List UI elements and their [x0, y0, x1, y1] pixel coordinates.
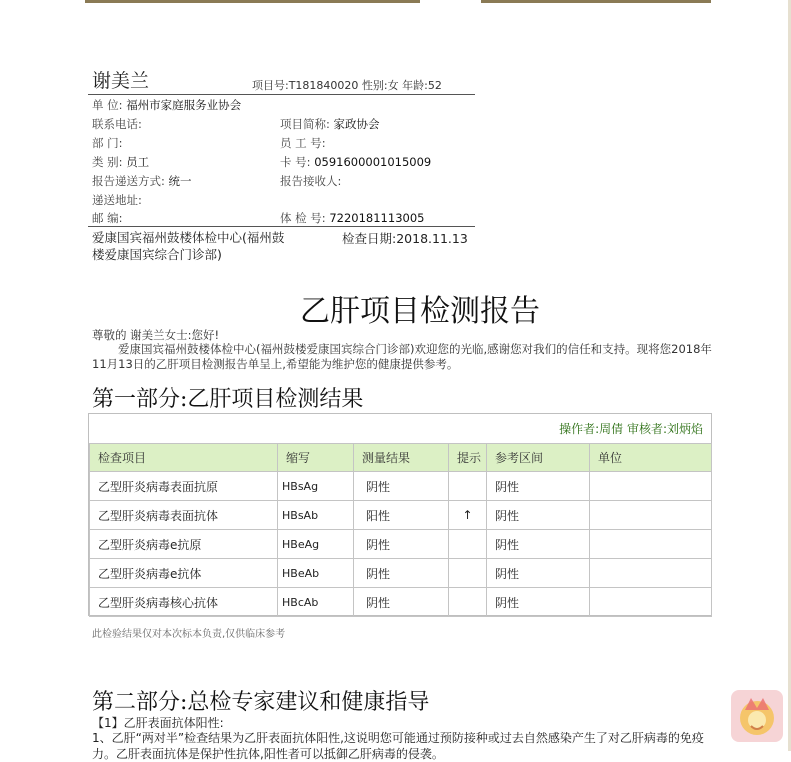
delivery-value: 统一: [168, 174, 192, 188]
dept-field: [92, 135, 123, 151]
item-cell: 乙型肝炎病毒e抗体: [90, 559, 278, 588]
item-cell: 乙型肝炎病毒表面抗原: [90, 472, 278, 501]
greeting: 尊敬的 谢美兰女士:您好!: [92, 328, 220, 342]
column-header: 测量结果: [354, 444, 449, 472]
results-table: [89, 443, 712, 617]
results-panel: [88, 413, 712, 616]
item-cell: 乙型肝炎病毒表面抗体: [90, 501, 278, 530]
address-field: [92, 192, 142, 208]
abbr-cell: HBsAb: [278, 501, 354, 530]
employee-no-label: 员 工 号:: [280, 136, 326, 150]
advice-item-text: 1、乙肝“两对半”检查结果为乙肝表面抗体阳性,这说明您可能通过预防接种或过去自然感染产生了对乙肝病毒的免疫力。乙肝表面抗体是保护性抗体,阳性者可以抵御乙肝病毒的侵袭。: [92, 731, 704, 761]
project-abbr-value: 家政协会: [333, 117, 380, 131]
result-cell: 阳性: [354, 501, 449, 530]
corner-logo-icon: [731, 690, 783, 742]
item-cell: 乙型肝炎病毒e抗原: [90, 530, 278, 559]
delivery-label: 报告递送方式:: [92, 174, 165, 188]
report-title: 乙肝项目检测报告: [300, 294, 540, 329]
table-row: [90, 588, 712, 617]
intro-paragraph: 爱康国宾福州鼓楼体检中心(福州鼓楼爱康国宾综合门诊部)欢迎您的光临,感谢您对我们的信任和支持。现将您2018年11月13日的乙肝项目检测报告单呈上,希望能为维护您的健康提供参考。: [92, 342, 712, 371]
hint-cell: [449, 559, 487, 588]
result-cell: 阴性: [354, 588, 449, 617]
result-cell: 阴性: [354, 530, 449, 559]
table-row: [90, 501, 712, 530]
hint-arrow-up-icon: ↑: [449, 501, 487, 530]
section-1-title: 第一部分:乙肝项目检测结果: [92, 387, 364, 412]
table-row: [90, 559, 712, 588]
column-header: 缩写: [278, 444, 354, 472]
postcode-label: 邮 编:: [92, 211, 123, 225]
advice-item-title: 【1】乙肝表面抗体阳性:: [92, 716, 224, 730]
top-frame: [0, 0, 791, 4]
category-value: 员工: [126, 155, 150, 169]
phone-field: [92, 116, 142, 132]
delivery-field: [92, 173, 192, 189]
table-row: [90, 530, 712, 559]
abbr-cell: HBsAg: [278, 472, 354, 501]
exam-no-field: [280, 210, 424, 226]
table-row: [90, 472, 712, 501]
project-info: 项目号:T181840020 性别:女 年龄:52: [252, 79, 442, 92]
unit-value: 福州市家庭服务业协会: [126, 98, 242, 112]
project-abbr-label: 项目简称:: [280, 117, 330, 131]
abbr-cell: HBeAb: [278, 559, 354, 588]
card-field: [280, 154, 431, 170]
divider: [88, 226, 475, 227]
postcode-field: [92, 210, 123, 226]
reference-cell: 阴性: [487, 559, 590, 588]
card-label: 卡 号:: [280, 155, 311, 169]
column-header: 单位: [590, 444, 712, 472]
hint-cell: [449, 472, 487, 501]
column-header: 提示: [449, 444, 487, 472]
exam-date: 检查日期:2018.11.13: [342, 231, 468, 246]
unit-cell: [590, 501, 712, 530]
exam-center-name: 爱康国宾福州鼓楼体检中心(福州鼓楼爱康国宾综合门诊部): [92, 230, 285, 262]
card-value: 0591600001015009: [314, 155, 432, 169]
unit-field: [92, 97, 241, 113]
hint-cell: [449, 588, 487, 617]
receiver-label: 报告接收人:: [280, 174, 342, 188]
exam-no-label: 体 检 号:: [280, 211, 326, 225]
reference-cell: 阴性: [487, 530, 590, 559]
receiver-field: [280, 173, 341, 189]
unit-label: 单 位:: [92, 98, 123, 112]
hint-cell: [449, 530, 487, 559]
reference-cell: 阴性: [487, 501, 590, 530]
employee-no-field: [280, 135, 326, 151]
patient-name: 谢美兰: [92, 70, 150, 92]
item-cell: 乙型肝炎病毒核心抗体: [90, 588, 278, 617]
unit-cell: [590, 472, 712, 501]
result-cell: 阴性: [354, 472, 449, 501]
column-header: 检查项目: [90, 444, 278, 472]
phone-label: 联系电话:: [92, 117, 142, 131]
address-label: 递送地址:: [92, 193, 142, 207]
unit-cell: [590, 588, 712, 617]
project-abbr-field: [280, 116, 380, 132]
result-cell: 阴性: [354, 559, 449, 588]
divider: [88, 94, 475, 95]
reference-cell: 阴性: [487, 588, 590, 617]
category-label: 类 别:: [92, 155, 123, 169]
reference-cell: 阴性: [487, 472, 590, 501]
category-field: [92, 154, 149, 170]
exam-no-value: 7220181113005: [329, 211, 425, 225]
abbr-cell: HBeAg: [278, 530, 354, 559]
operator-reviewer: 操作者:周倩 审核者:刘炳焰: [559, 422, 703, 436]
dept-label: 部 门:: [92, 136, 123, 150]
abbr-cell: HBcAb: [278, 588, 354, 617]
unit-cell: [590, 559, 712, 588]
unit-cell: [590, 530, 712, 559]
column-header: 参考区间: [487, 444, 590, 472]
disclaimer-note: 此检验结果仅对本次标本负责,仅供临床参考: [92, 629, 286, 640]
section-2-title: 第二部分:总检专家建议和健康指导: [92, 690, 430, 715]
table-header-row: [90, 444, 712, 472]
